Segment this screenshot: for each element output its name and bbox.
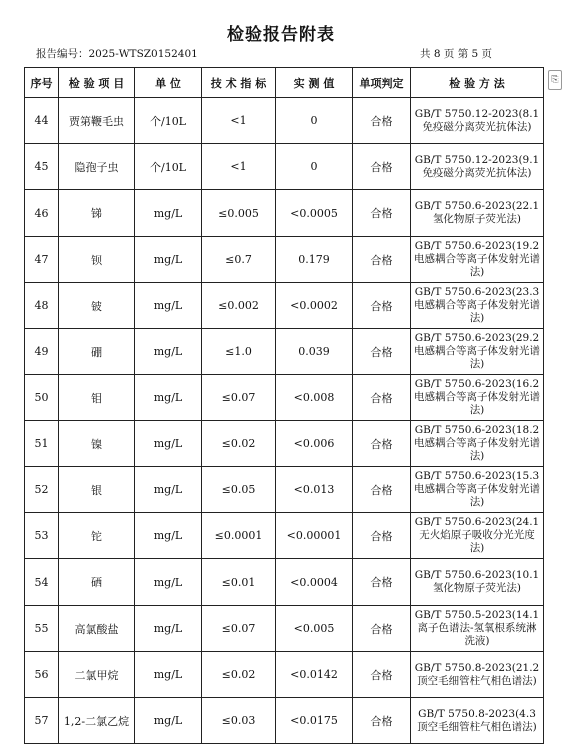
table-row — [25, 606, 544, 652]
table-row — [25, 283, 544, 329]
page-info: 共 8 页 第 5 页 — [420, 48, 493, 60]
page-title: 检验报告附表 — [227, 25, 335, 45]
copy-icon[interactable]: ⎘ — [548, 70, 562, 90]
cell-measured: <0.013 — [276, 467, 353, 513]
cell-no: 50 — [25, 375, 59, 421]
cell-unit: mg/L — [135, 467, 202, 513]
cell-limit: ≤0.05 — [202, 467, 276, 513]
cell-measured: <0.00001 — [276, 513, 353, 559]
col-header-method: 检 验 方 法 — [411, 68, 544, 98]
table-row — [25, 513, 544, 559]
cell-measured: 0 — [276, 98, 353, 144]
cell-verdict: 合格 — [353, 513, 411, 559]
cell-verdict: 合格 — [353, 652, 411, 698]
cell-verdict: 合格 — [353, 606, 411, 652]
col-header-unit: 单 位 — [135, 68, 202, 98]
cell-no: 57 — [25, 698, 59, 744]
cell-measured: <0.006 — [276, 421, 353, 467]
cell-measured: <0.0005 — [276, 190, 353, 237]
cell-unit: mg/L — [135, 606, 202, 652]
cell-no: 55 — [25, 606, 59, 652]
cell-method: GB/T 5750.8-2023(4.3顶空毛细管柱气相色谱法) — [411, 698, 544, 744]
cell-method: GB/T 5750.12-2023(8.1免疫磁分离荧光抗体法) — [411, 98, 544, 144]
cell-verdict: 合格 — [353, 237, 411, 283]
cell-no: 49 — [25, 329, 59, 375]
col-header-no: 序号 — [25, 68, 59, 98]
cell-measured: <0.008 — [276, 375, 353, 421]
cell-no: 48 — [25, 283, 59, 329]
cell-unit: 个/10L — [135, 144, 202, 190]
table-row — [25, 421, 544, 467]
cell-no: 45 — [25, 144, 59, 190]
cell-no: 56 — [25, 652, 59, 698]
cell-unit: mg/L — [135, 237, 202, 283]
cell-limit: ≤0.01 — [202, 559, 276, 606]
cell-no: 51 — [25, 421, 59, 467]
cell-method: GB/T 5750.6-2023(22.1氢化物原子荧光法) — [411, 190, 544, 237]
cell-method: GB/T 5750.6-2023(29.2电感耦合等离子体发射光谱法) — [411, 329, 544, 375]
cell-measured: <0.0002 — [276, 283, 353, 329]
cell-limit: ≤1.0 — [202, 329, 276, 375]
cell-limit: <1 — [202, 144, 276, 190]
report-number-label: 报告编号： — [36, 48, 89, 60]
cell-verdict: 合格 — [353, 421, 411, 467]
cell-verdict: 合格 — [353, 467, 411, 513]
cell-measured: <0.0142 — [276, 652, 353, 698]
cell-limit: <1 — [202, 98, 276, 144]
cell-verdict: 合格 — [353, 698, 411, 744]
cell-limit: ≤0.07 — [202, 606, 276, 652]
cell-method: GB/T 5750.6-2023(15.3电感耦合等离子体发射光谱法) — [411, 467, 544, 513]
cell-method: GB/T 5750.6-2023(23.3电感耦合等离子体发射光谱法) — [411, 283, 544, 329]
cell-limit: ≤0.0001 — [202, 513, 276, 559]
cell-item: 高氯酸盐 — [59, 606, 135, 652]
table-row — [25, 375, 544, 421]
cell-limit: ≤0.005 — [202, 190, 276, 237]
cell-measured: <0.0004 — [276, 559, 353, 606]
cell-item: 镍 — [59, 421, 135, 467]
cell-item: 银 — [59, 467, 135, 513]
cell-unit: mg/L — [135, 375, 202, 421]
cell-item: 铍 — [59, 283, 135, 329]
cell-method: GB/T 5750.6-2023(24.1无火焰原子吸收分光光度法) — [411, 513, 544, 559]
cell-limit: ≤0.7 — [202, 237, 276, 283]
cell-verdict: 合格 — [353, 98, 411, 144]
col-header-limit: 技 术 指 标 — [202, 68, 276, 98]
cell-no: 52 — [25, 467, 59, 513]
table-row — [25, 190, 544, 237]
table-header-row — [25, 68, 544, 98]
cell-method: GB/T 5750.6-2023(18.2电感耦合等离子体发射光谱法) — [411, 421, 544, 467]
cell-unit: mg/L — [135, 698, 202, 744]
cell-item: 锑 — [59, 190, 135, 237]
cell-no: 54 — [25, 559, 59, 606]
cell-measured: <0.005 — [276, 606, 353, 652]
col-header-verdict: 单项判定 — [353, 68, 411, 98]
col-header-item: 检 验 项 目 — [59, 68, 135, 98]
cell-limit: ≤0.002 — [202, 283, 276, 329]
table-row — [25, 237, 544, 283]
cell-method: GB/T 5750.8-2023(21.2顶空毛细管柱气相色谱法) — [411, 652, 544, 698]
cell-unit: mg/L — [135, 559, 202, 606]
col-header-measured: 实 测 值 — [276, 68, 353, 98]
cell-item: 二氯甲烷 — [59, 652, 135, 698]
cell-unit: mg/L — [135, 329, 202, 375]
cell-verdict: 合格 — [353, 190, 411, 237]
table-row — [25, 698, 544, 744]
cell-method: GB/T 5750.6-2023(16.2电感耦合等离子体发射光谱法) — [411, 375, 544, 421]
cell-item: 1,2-二氯乙烷 — [59, 698, 135, 744]
cell-verdict: 合格 — [353, 375, 411, 421]
table-row — [25, 329, 544, 375]
cell-unit: mg/L — [135, 190, 202, 237]
table-row — [25, 652, 544, 698]
cell-verdict: 合格 — [353, 559, 411, 606]
cell-limit: ≤0.02 — [202, 652, 276, 698]
cell-method: GB/T 5750.5-2023(14.1离子色谱法-氢氧根系统淋洗液) — [411, 606, 544, 652]
cell-measured: <0.0175 — [276, 698, 353, 744]
cell-unit: mg/L — [135, 421, 202, 467]
cell-verdict: 合格 — [353, 329, 411, 375]
cell-unit: mg/L — [135, 513, 202, 559]
cell-unit: mg/L — [135, 283, 202, 329]
cell-item: 钡 — [59, 237, 135, 283]
table-row — [25, 144, 544, 190]
cell-verdict: 合格 — [353, 283, 411, 329]
cell-method: GB/T 5750.12-2023(9.1免疫磁分离荧光抗体法) — [411, 144, 544, 190]
cell-item: 钼 — [59, 375, 135, 421]
cell-no: 47 — [25, 237, 59, 283]
table-row — [25, 559, 544, 606]
cell-measured: 0.179 — [276, 237, 353, 283]
cell-item: 硼 — [59, 329, 135, 375]
cell-no: 53 — [25, 513, 59, 559]
cell-item: 隐孢子虫 — [59, 144, 135, 190]
table-row — [25, 98, 544, 144]
cell-limit: ≤0.07 — [202, 375, 276, 421]
cell-item: 硒 — [59, 559, 135, 606]
cell-measured: 0 — [276, 144, 353, 190]
cell-limit: ≤0.03 — [202, 698, 276, 744]
cell-unit: 个/10L — [135, 98, 202, 144]
report-number-value: 2025-WTSZ0152401 — [88, 48, 198, 60]
cell-measured: 0.039 — [276, 329, 353, 375]
cell-no: 46 — [25, 190, 59, 237]
table-row — [25, 467, 544, 513]
report-table — [24, 67, 544, 744]
cell-no: 44 — [25, 98, 59, 144]
cell-method: GB/T 5750.6-2023(10.1氢化物原子荧光法) — [411, 559, 544, 606]
report-number — [36, 46, 198, 61]
cell-limit: ≤0.02 — [202, 421, 276, 467]
cell-method: GB/T 5750.6-2023(19.2电感耦合等离子体发射光谱法) — [411, 237, 544, 283]
cell-verdict: 合格 — [353, 144, 411, 190]
cell-item: 铊 — [59, 513, 135, 559]
cell-item: 贾第鞭毛虫 — [59, 98, 135, 144]
cell-unit: mg/L — [135, 652, 202, 698]
